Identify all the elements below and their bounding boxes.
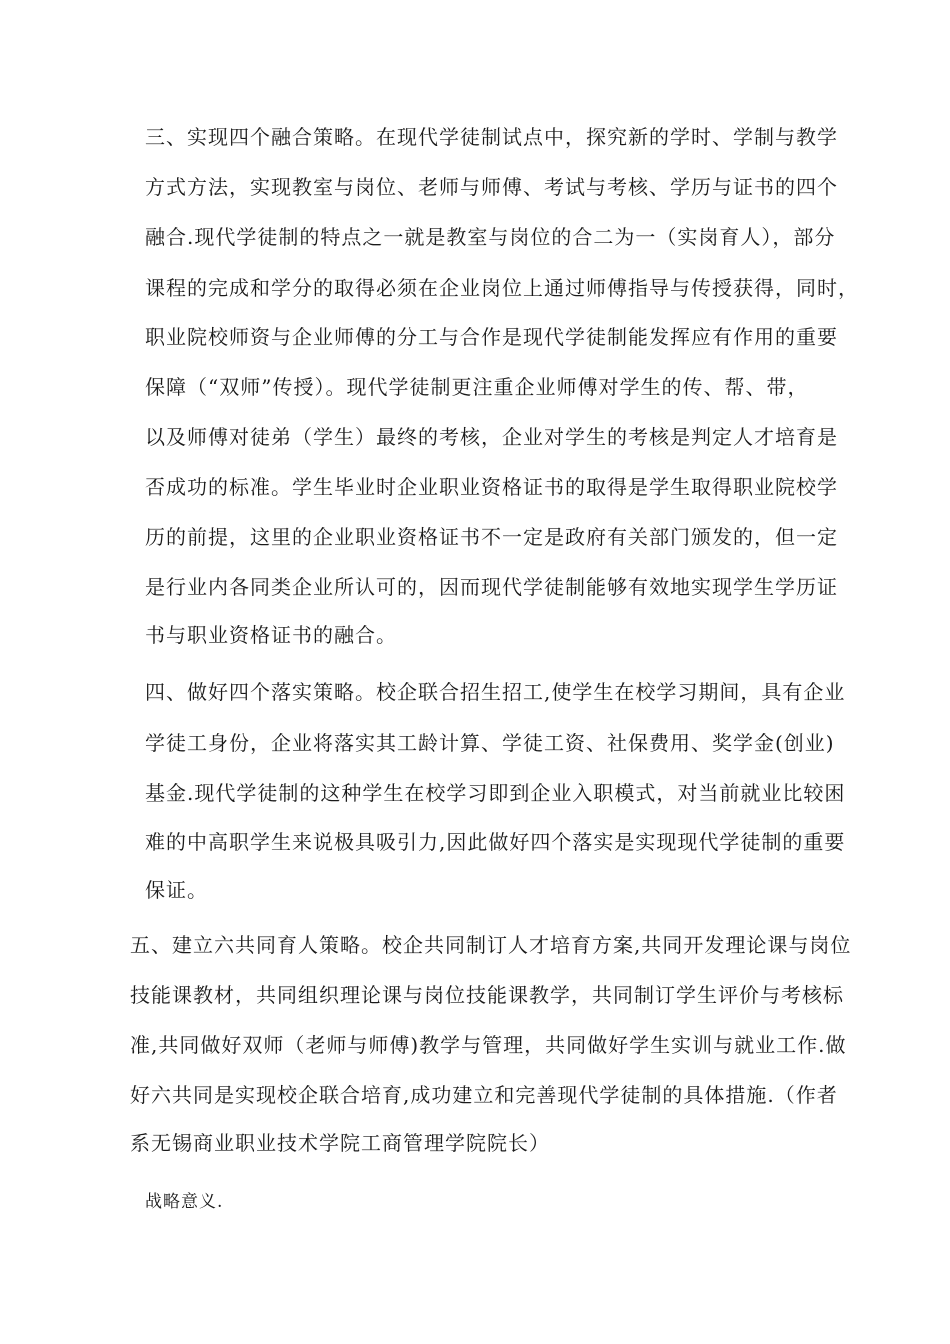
text-line: 否成功的标准。学生毕业时企业职业资格证书的取得是学生取得职业院校学 xyxy=(145,475,838,499)
text-line: 三、实现四个融合策略。在现代学徒制试点中，探究新的学时、学制与教学 xyxy=(145,125,838,149)
text-line: 难的中高职学生来说极具吸引力,因此做好四个落实是实现现代学徒制的重要 xyxy=(145,830,846,854)
text-line: 准,共同做好双师（老师与师傅)教学与管理，共同做好学生实训与就业工作.做 xyxy=(130,1033,847,1057)
text-line: 保证。 xyxy=(145,878,208,902)
text-line: 四、做好四个落实策略。校企联合招生招工,使学生在校学习期间，具有企业 xyxy=(145,680,846,704)
text-line: 战略意义. xyxy=(145,1192,224,1212)
text-line: 好六共同是实现校企联合培育,成功建立和完善现代学徒制的具体措施.（作者 xyxy=(130,1083,838,1107)
text-line: 以及师傅对徒弟（学生）最终的考核，企业对学生的考核是判定人才培育是 xyxy=(145,425,838,449)
text-line: 书与职业资格证书的融合。 xyxy=(145,623,397,647)
text-line: 学徒工身份，企业将落实其工龄计算、学徒工资、社保费用、奖学金(创业) xyxy=(145,731,835,755)
text-line: 技能课教材，共同组织理论课与岗位技能课教学，共同制订学生评价与考核标 xyxy=(130,983,844,1007)
text-line: 是行业内各同类企业所认可的，因而现代学徒制能够有效地实现学生学历证 xyxy=(145,575,838,599)
text-line: 课程的完成和学分的取得必须在企业岗位上通过师傅指导与传授获得，同时， xyxy=(145,276,859,300)
text-line: 基金.现代学徒制的这种学生在校学习即到企业入职模式，对当前就业比较困 xyxy=(145,781,846,805)
text-line: 历的前提，这里的企业职业资格证书不一定是政府有关部门颁发的，但一定 xyxy=(145,525,838,549)
text-line: 方式方法，实现教室与岗位、老师与师傅、考试与考核、学历与证书的四个 xyxy=(145,175,838,199)
text-line: 保障（“双师”传授）。现代学徒制更注重企业师傅对学生的传、帮、带， xyxy=(145,375,809,399)
text-line: 融合.现代学徒制的特点之一就是教室与岗位的合二为一（实岗育人），部分 xyxy=(145,225,836,249)
text-line: 职业院校师资与企业师傅的分工与合作是现代学徒制能发挥应有作用的重要 xyxy=(145,325,838,349)
text-line: 五、建立六共同育人策略。校企共同制订人才培育方案,共同开发理论课与岗位 xyxy=(130,933,852,957)
text-line: 系无锡商业职业技术学院工商管理学院院长） xyxy=(130,1131,550,1155)
